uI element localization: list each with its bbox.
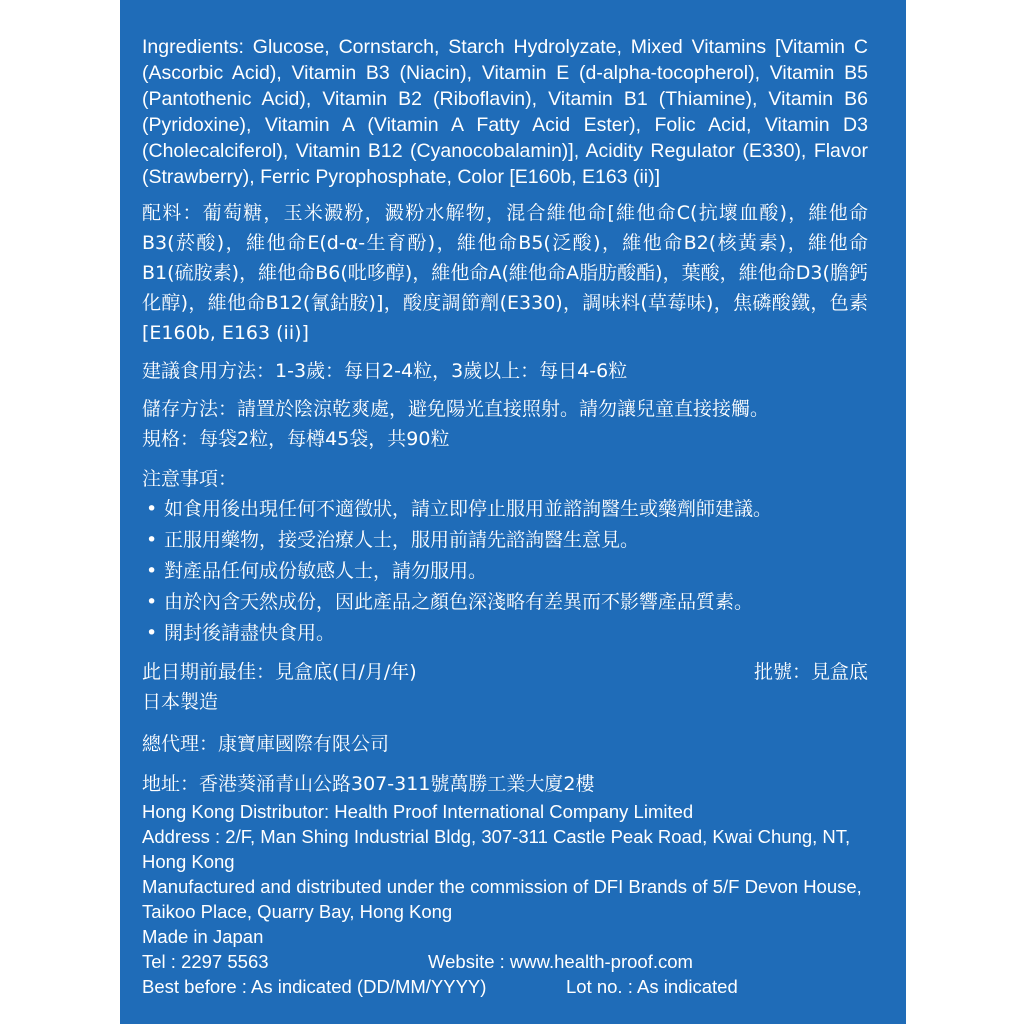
website: Website : www.health-proof.com — [428, 951, 693, 972]
bullet-icon: • — [146, 560, 158, 582]
storage-instructions: 儲存方法：請置於陰涼乾爽處，避免陽光直接照射。請勿讓兒童直接接觸。 — [142, 398, 770, 420]
usage-instructions: 建議食用方法：1-3歲：每日2-4粒，3歲以上：每日4-6粒 — [142, 360, 628, 382]
contact-row — [142, 949, 868, 974]
bullet-icon: • — [146, 529, 158, 551]
best-before-row — [142, 657, 868, 687]
address-english: Address : 2/F, Man Shing Industrial Bldg, 307-311 Castle Peak Road, Kwai Chung, NT, Hong Kong — [142, 826, 851, 872]
ingredients-chinese: 配料：葡萄糖，玉米澱粉，澱粉水解物，混合維他命[維他命C(抗壞血酸)，維他命B3(菸酸)，維他命E(d-α-生育酚)，維他命B5(泛酸)，維他命B2(核黃素)，維他命B1(硫胺素)，維他命B6(吡哆醇)，維他命A(維他命A脂肪酸酯)，葉酸，維他命D3(膽鈣化醇)，維他命B12(氰鈷胺)]，酸度調節劑(E330)，調味料(草莓味)，焦磷酸鐵，色素[E160b, E163 (ii)] — [142, 202, 868, 344]
specification: 規格：每袋2粒，每樽45袋，共90粒 — [142, 428, 450, 450]
best-before-english: Best before : As indicated (DD/MM/YYYY) — [142, 976, 487, 997]
note-item: • 正服用藥物，接受治療人士，服用前請先諮詢醫生意見。 — [146, 525, 868, 556]
made-in-english: Made in Japan — [142, 926, 264, 947]
agent-chinese: 總代理：康寶庫國際有限公司 — [142, 733, 390, 755]
distributor-english: Hong Kong Distributor: Health Proof International Company Limited — [142, 801, 694, 822]
lot-chinese: 批號：見盒底 — [753, 661, 868, 683]
note-item: • 如食用後出現任何不適徵狀，請立即停止服用並諮詢醫生或藥劑師建議。 — [146, 494, 868, 525]
notes-list — [142, 494, 868, 649]
telephone: Tel : 2297 5563 — [142, 951, 269, 972]
ingredients-english: Ingredients: Glucose, Cornstarch, Starch Hydrolyzate, Mixed Vitamins [Vitamin C (Ascorbic Acid), Vitamin B3 (Niacin), Vitamin E (d-alpha-tocopherol), Vitamin B5 (Pantothenic Acid), Vitamin B2 (Riboflavin), Vitamin B1 (Thiamine), Vitamin B6 (Pyridoxine), Vitamin A (Vitamin A Fatty Acid Ester), Folic Acid, Vitamin D3 (Cholecalciferol), Vitamin B12 (Cyanocobalamin)], Acidity Regulator (E330), Flavor (Strawberry), Ferric Pyrophosphate, Color [E160b, E163 (ii)] — [142, 36, 868, 188]
lot-english: Lot no. : As indicated — [566, 976, 738, 997]
bullet-icon: • — [146, 591, 158, 613]
note-item: • 對產品任何成份敏感人士，請勿服用。 — [146, 556, 868, 587]
note-item: • 開封後請盡快食用。 — [146, 618, 868, 649]
made-in-chinese: 日本製造 — [142, 691, 219, 713]
bullet-icon: • — [146, 622, 158, 644]
best-before-english-row — [142, 974, 868, 999]
bullet-icon: • — [146, 498, 158, 520]
label-panel — [120, 0, 906, 1024]
notes-title: 注意事項： — [142, 468, 238, 490]
manufactured-english: Manufactured and distributed under the commission of DFI Brands of 5/F Devon House, Taikoo Place, Quarry Bay, Hong Kong — [142, 876, 862, 922]
address-chinese: 地址：香港葵涌青山公路307-311號萬勝工業大廈2樓 — [142, 773, 595, 795]
note-item: • 由於內含天然成份，因此產品之顏色深淺略有差異而不影響產品質素。 — [146, 587, 868, 618]
best-before-chinese: 此日期前最佳：見盒底(日/月/年) — [142, 661, 417, 683]
